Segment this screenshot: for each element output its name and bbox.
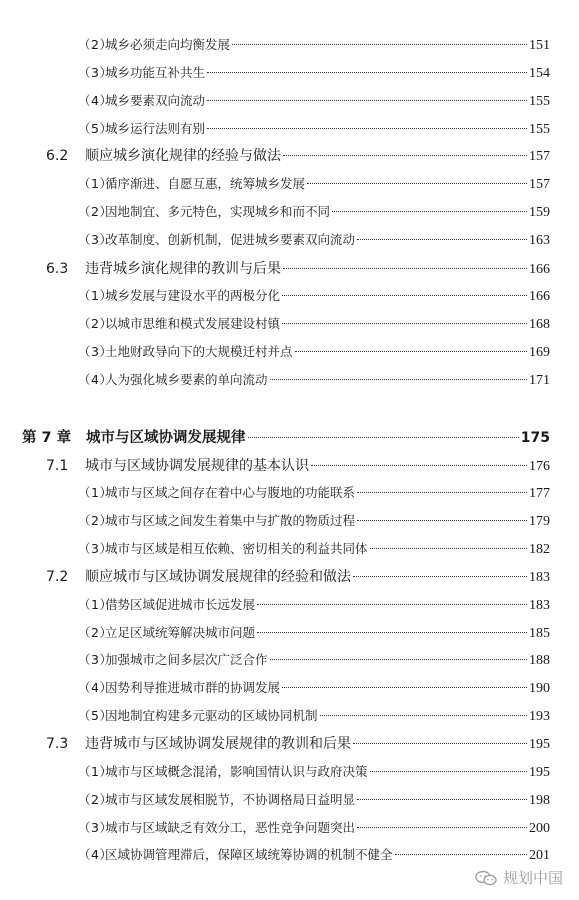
page-number: 163 bbox=[529, 233, 550, 248]
entry-number: （2） bbox=[78, 316, 113, 331]
dot-leader bbox=[257, 632, 527, 633]
dot-leader bbox=[353, 576, 527, 577]
entry-title: 城乡功能互补共生 bbox=[105, 65, 206, 80]
entry-title: 城乡发展与建设水平的两极分化 bbox=[105, 288, 281, 303]
dot-leader bbox=[353, 743, 527, 744]
dot-leader bbox=[332, 211, 527, 212]
entry-number: （2） bbox=[78, 37, 113, 52]
toc-entry[interactable] bbox=[78, 174, 550, 194]
page-number: 157 bbox=[529, 149, 550, 164]
entry-title: 城市与区域概念混淆，影响国情认识与政府决策 bbox=[105, 764, 368, 779]
toc-entry[interactable] bbox=[78, 706, 550, 726]
entry-number: （4） bbox=[78, 372, 113, 387]
dot-leader bbox=[357, 827, 527, 828]
entry-number: 6.3 bbox=[46, 261, 69, 277]
page-number: 200 bbox=[529, 821, 550, 836]
toc-entry[interactable] bbox=[78, 202, 550, 222]
watermark-text: 规划中国 bbox=[502, 869, 563, 887]
entry-title: 顺应城市与区域协调发展规律的经验和做法 bbox=[85, 569, 351, 585]
entry-title: 加强城市之间多层次广泛合作 bbox=[105, 652, 268, 667]
page-number: 155 bbox=[529, 94, 550, 109]
entry-number: （4） bbox=[78, 93, 113, 108]
entry-number: （3） bbox=[78, 65, 113, 80]
entry-title: 城市与区域是相互依赖、密切相关的利益共同体 bbox=[105, 541, 368, 556]
toc-entry[interactable] bbox=[78, 63, 550, 83]
entry-number: 6.2 bbox=[46, 148, 69, 164]
dot-leader bbox=[270, 659, 527, 660]
entry-number: （2） bbox=[78, 513, 113, 528]
page-number: 195 bbox=[529, 737, 550, 752]
toc-entry[interactable] bbox=[78, 91, 550, 111]
entry-number: （1） bbox=[78, 764, 113, 779]
wechat-icon bbox=[475, 870, 497, 886]
page-number: 171 bbox=[529, 373, 550, 388]
toc-entry[interactable] bbox=[46, 734, 550, 754]
page-number: 157 bbox=[529, 177, 550, 192]
page-number: 188 bbox=[529, 653, 550, 668]
entry-title: 城市与区域之间发生着集中与扩散的物质过程 bbox=[105, 513, 356, 528]
entry-title: 借势区域促进城市长远发展 bbox=[105, 597, 256, 612]
page-number: 166 bbox=[529, 289, 550, 304]
toc-entry[interactable] bbox=[46, 567, 550, 587]
toc-entry[interactable] bbox=[78, 595, 550, 615]
toc-entry[interactable] bbox=[78, 314, 550, 334]
entry-title: 城市与区域协调发展规律的基本认识 bbox=[85, 458, 309, 474]
dot-leader bbox=[207, 128, 527, 129]
page-number: 185 bbox=[529, 626, 550, 641]
chapter-number: 第 7 章 bbox=[22, 430, 72, 446]
entry-title: 城乡要素双向流动 bbox=[105, 93, 206, 108]
entry-title: 土地财政导向下的大规模迁村并点 bbox=[105, 344, 293, 359]
entry-number: 7.3 bbox=[46, 736, 69, 752]
entry-title: 城乡运行法则有别 bbox=[105, 121, 206, 136]
page-number: 155 bbox=[529, 122, 550, 137]
dot-leader bbox=[207, 100, 527, 101]
dot-leader bbox=[283, 268, 527, 269]
entry-number: （3） bbox=[78, 344, 113, 359]
entry-number: （3） bbox=[78, 541, 113, 556]
watermark bbox=[475, 867, 563, 888]
toc-entry[interactable] bbox=[78, 762, 550, 782]
entry-number: （1） bbox=[78, 485, 113, 500]
toc-entry[interactable] bbox=[78, 370, 550, 390]
toc-entry[interactable] bbox=[78, 511, 550, 531]
page-number: 183 bbox=[529, 598, 550, 613]
toc-entry[interactable] bbox=[78, 845, 550, 865]
page-number: 177 bbox=[529, 486, 550, 501]
entry-number: （2） bbox=[78, 204, 113, 219]
dot-leader bbox=[320, 715, 527, 716]
page-number: 198 bbox=[529, 793, 550, 808]
toc-entry[interactable] bbox=[46, 456, 550, 476]
entry-title: 城市与区域发展相脱节，不协调格局日益明显 bbox=[105, 792, 356, 807]
dot-leader bbox=[232, 44, 527, 45]
entry-title: 城市与区域之间存在着中心与腹地的功能联系 bbox=[105, 485, 356, 500]
dot-leader bbox=[295, 351, 527, 352]
toc-entry[interactable] bbox=[78, 483, 550, 503]
entry-title: 人为强化城乡要素的单向流动 bbox=[105, 372, 268, 387]
dot-leader bbox=[248, 437, 519, 438]
entry-title: 违背城市与区域协调发展规律的教训和后果 bbox=[85, 736, 351, 752]
entry-title: 因地制宜构建多元驱动的区域协同机制 bbox=[105, 708, 318, 723]
toc-entry[interactable] bbox=[78, 286, 550, 306]
dot-leader bbox=[282, 295, 527, 296]
toc-entry[interactable] bbox=[78, 650, 550, 670]
entry-number: （3） bbox=[78, 232, 113, 247]
toc-entry[interactable] bbox=[78, 678, 550, 698]
entry-number: （3） bbox=[78, 820, 113, 835]
page-number: 195 bbox=[529, 765, 550, 780]
page-number: 151 bbox=[529, 38, 550, 53]
toc-entry[interactable] bbox=[78, 119, 550, 139]
page-number: 179 bbox=[529, 514, 550, 529]
dot-leader bbox=[283, 155, 527, 156]
entry-title: 城乡必须走向均衡发展 bbox=[105, 37, 231, 52]
dot-leader bbox=[282, 687, 527, 688]
toc-entry[interactable] bbox=[46, 146, 550, 166]
entry-title: 因势利导推进城市群的协调发展 bbox=[105, 680, 281, 695]
chapter-title: 城市与区域协调发展规律 bbox=[86, 430, 246, 446]
toc-entry[interactable] bbox=[78, 35, 550, 55]
entry-title: 因地制宜、多元特色，实现城乡和而不同 bbox=[105, 204, 331, 219]
entry-number: （5） bbox=[78, 708, 113, 723]
entry-title: 立足区域统筹解决城市问题 bbox=[105, 625, 256, 640]
entry-number: （3） bbox=[78, 652, 113, 667]
entry-title: 违背城乡演化规律的教训与后果 bbox=[85, 261, 281, 277]
entry-title: 改革制度、创新机制，促进城乡要素双向流动 bbox=[105, 232, 356, 247]
toc-entry[interactable] bbox=[78, 342, 550, 362]
dot-leader bbox=[307, 183, 527, 184]
toc-entry[interactable] bbox=[78, 790, 550, 810]
entry-number: （1） bbox=[78, 288, 113, 303]
page-number: 176 bbox=[529, 459, 550, 474]
entry-number: （2） bbox=[78, 625, 113, 640]
dot-leader bbox=[370, 548, 527, 549]
dot-leader bbox=[282, 323, 527, 324]
toc-entry[interactable] bbox=[78, 539, 550, 559]
page-number: 168 bbox=[529, 317, 550, 332]
toc-entry[interactable] bbox=[78, 818, 550, 838]
toc-chapter-entry[interactable] bbox=[22, 428, 550, 448]
dot-leader bbox=[370, 771, 527, 772]
entry-number: （1） bbox=[78, 597, 113, 612]
entry-number: 7.1 bbox=[46, 458, 69, 474]
dot-leader bbox=[357, 239, 527, 240]
toc-entry[interactable] bbox=[78, 623, 550, 643]
entry-number: （5） bbox=[78, 121, 113, 136]
dot-leader bbox=[270, 379, 527, 380]
toc-entry[interactable] bbox=[78, 230, 550, 250]
dot-leader bbox=[207, 72, 527, 73]
entry-number: （1） bbox=[78, 176, 113, 191]
dot-leader bbox=[357, 799, 527, 800]
dot-leader bbox=[357, 520, 527, 521]
page-number: 193 bbox=[529, 709, 550, 724]
page-number: 159 bbox=[529, 205, 550, 220]
entry-title: 区域协调管理滞后，保障区域统筹协调的机制不健全 bbox=[105, 847, 393, 862]
entry-number: （4） bbox=[78, 847, 113, 862]
page-number: 201 bbox=[529, 848, 550, 863]
entry-title: 循序渐进、自愿互惠，统筹城乡发展 bbox=[105, 176, 306, 191]
dot-leader bbox=[395, 854, 527, 855]
entry-number: 7.2 bbox=[46, 569, 69, 585]
page-number: 175 bbox=[520, 430, 550, 446]
entry-title: 以城市思维和模式发展建设村镇 bbox=[105, 316, 281, 331]
dot-leader bbox=[357, 492, 527, 493]
page-number: 183 bbox=[529, 570, 550, 585]
entry-title: 城市与区域缺乏有效分工，恶性竞争问题突出 bbox=[105, 820, 356, 835]
page-number: 154 bbox=[529, 66, 550, 81]
page-number: 166 bbox=[529, 262, 550, 277]
toc-entry[interactable] bbox=[46, 259, 550, 279]
dot-leader bbox=[311, 465, 527, 466]
entry-title: 顺应城乡演化规律的经验与做法 bbox=[85, 148, 281, 164]
entry-number: （4） bbox=[78, 680, 113, 695]
page-number: 169 bbox=[529, 345, 550, 360]
entry-number: （2） bbox=[78, 792, 113, 807]
dot-leader bbox=[257, 604, 527, 605]
page-number: 182 bbox=[529, 542, 550, 557]
page-number: 190 bbox=[529, 681, 550, 696]
